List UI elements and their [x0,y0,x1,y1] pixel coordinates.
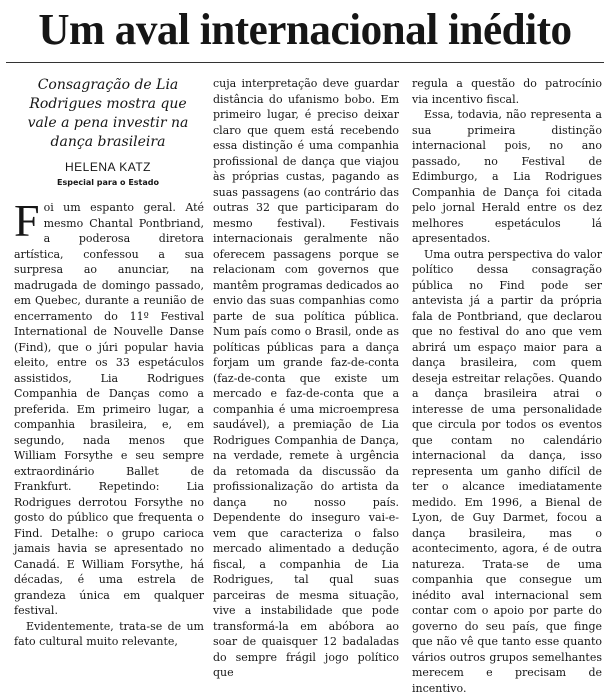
paragraph: cuja interpretação deve guardar distância do ufanismo bobo. Em primeiro lugar, é preciso deixar claro que quem está recebendo essa distinção é uma companhia profissional de dança que viajou às próprias custas, pagando as suas passagens (ao contrário das outras 32 que participaram do mesmo festival). Festivais internacionais geralmente não oferecem passagens porque se relacionam com governos que mantêm programas dedicados ao envio das suas companhias como parte de sua política pública. Num país como o Brasil, onde as políticas públicas para a dança forjam um grande faz-de-conta (faz-de-conta que existe um mercado e faz-de-conta que a companhia é uma microempresa saudável), a premiação de Lia Rodrigues Companhia de Dança, na verdade, remete à urgência da retomada da discussão da profissionalização do artista da dança no nosso país. Dependente do inseguro vai-e-vem que caracteriza o falso mercado alimentado a dedução fiscal, a companhia de Lia Rodrigues, tal qual suas parceiras de mesma situação, vive a instabilidade que pode transformá-la em abóbora ao soar de quaisquer 12 badaladas do sempre frágil jogo político que [213,76,399,681]
article-deck: Consagração de Lia Rodrigues mostra que vale a pena investir na dança brasileira [14,76,202,152]
drop-cap: F [14,202,40,240]
column-1 [14,200,204,650]
credit-line: Especial para o Estado [14,178,202,187]
headline-rule [6,62,604,63]
paragraph: regula a questão do patrocínio via incentivo fiscal. [412,76,602,107]
byline: HELENA KATZ [14,160,202,174]
paragraph: Uma outra perspectiva do valor político dessa consagração pública no Find pode ser antevista já a partir da própria fala de Pontbriand, que declarou que no festival do ano que vem abrirá um espaço maior para a dança brasileira, com quem deseja estreitar relações. Quando a dança brasileira atrai o interesse de uma personalidade que circula por todos os eventos que contam no calendário internacional da dança, isso representa um ganho difícil de ter o alcance imediatamente medido. Em 1996, a Bienal de Lyon, de Guy Darmet, focou a dança brasileira, mas o acontecimento, agora, é de outra natureza. Trata-se de uma companhia que consegue um inédito aval internacional sem contar com o apoio por parte do governo do seu país, que finge que não vê que tanto esse quanto vários outros grupos semelhantes merecem e precisam de incentivo. [412,247,602,696]
column-3 [412,76,602,696]
paragraph-text: oi um espanto geral. Até mesmo Chantal Pontbriand, a poderosa diretora artística, confessou a sua surpresa ao anunciar, na madrugada de domingo passado, em Quebec, durante a reunião de encerramento do 11º Festival International de Nouvelle Danse (Find), que o júri popular havia eleito, entre os 33 espetáculos assistidos, Lia Rodrigues Companhia de Danças como a preferida. Em primeiro lugar, a companhia brasileira, e, em segundo, nada menos que William Forsythe e seu sempre extraordinário Ballet de Frankfurt. Repetindo: Lia Rodrigues derrotou Forsythe no gosto do público que frequenta o Find. Detalhe: o grupo carioca jamais havia se apresentado no Canadá. E William Forsythe, há décadas, é uma estrela de grandeza única em qualquer festival. [14,201,204,617]
paragraph: Essa, todavia, não representa a sua primeira distinção internacional pois, no ano passado, no Festival de Edimburgo, a Lia Rodrigues Companhia de Dança foi citada pelo jornal Herald entre os dez melhores espetáculos lá apresentados. [412,107,602,247]
headline: Um aval internacional inédito [12,4,598,56]
paragraph [14,200,204,619]
column-2 [213,76,399,681]
paragraph: Evidentemente, trata-se de um fato cultural muito relevante, [14,619,204,650]
